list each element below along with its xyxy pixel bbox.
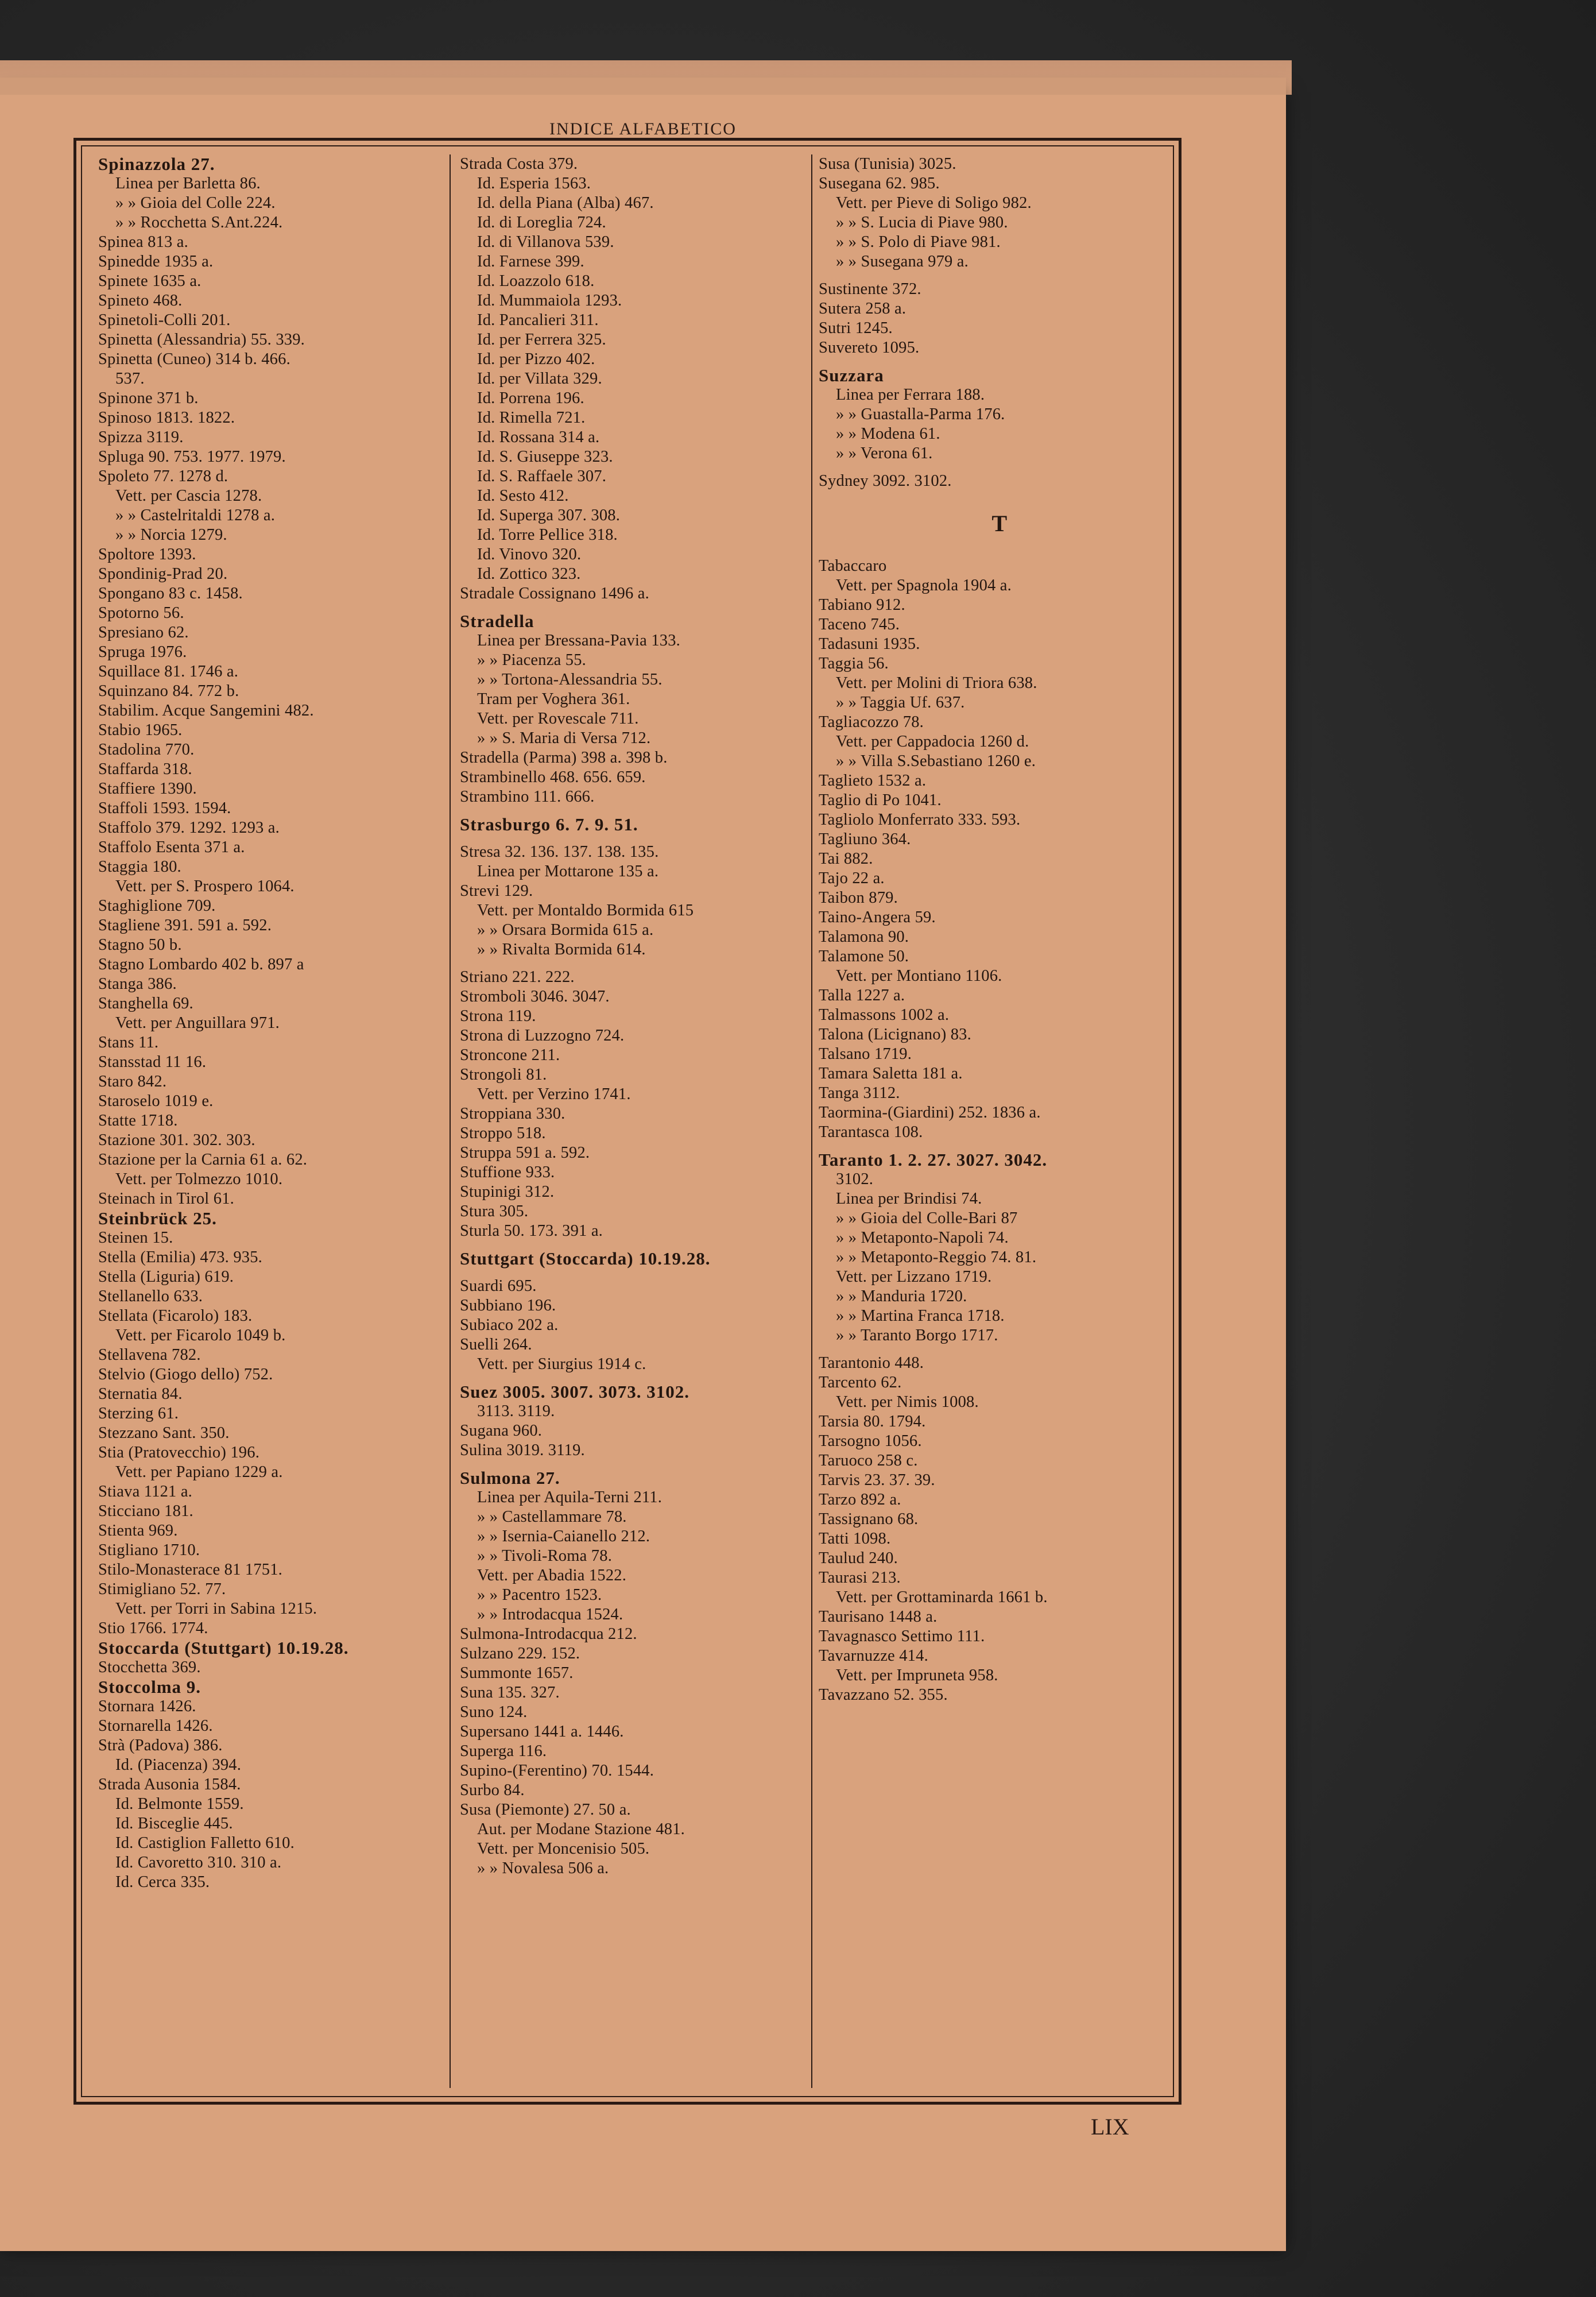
index-entry: Tanga 3112.: [819, 1084, 900, 1102]
index-entry: Taggia 56.: [819, 655, 889, 672]
index-entry: Spinea 813 a.: [98, 233, 188, 251]
index-entry: Vett. per Nimis 1008.: [836, 1393, 979, 1411]
index-entry: » » Verona 61.: [836, 444, 933, 462]
index-entry: Id. di Villanova 539.: [477, 233, 614, 251]
index-entry: Stornara 1426.: [98, 1697, 196, 1715]
index-entry: Talamone 50.: [819, 948, 909, 965]
index-entry: Stienta 969.: [98, 1522, 178, 1540]
index-entry: » » Modena 61.: [836, 425, 940, 443]
index-entry: Id. per Villata 329.: [477, 370, 602, 388]
index-entry: Stagno Lombardo 402 b. 897 a: [98, 956, 304, 973]
index-entry: Stagliene 391. 591 a. 592.: [98, 917, 272, 934]
index-entry: Suelli 264.: [460, 1336, 532, 1354]
index-entry: 3102.: [836, 1170, 874, 1188]
index-entry: Stellavena 782.: [98, 1346, 201, 1364]
index-entry: » » Gioia del Colle 224.: [115, 194, 276, 212]
index-entry: Taglieto 1532 a.: [819, 772, 927, 790]
index-entry: Id. di Loreglia 724.: [477, 214, 606, 231]
index-entry: Id. per Pizzo 402.: [477, 350, 595, 368]
index-entry: Vett. per Torri in Sabina 1215.: [115, 1600, 317, 1618]
index-entry: » » Metaponto-Reggio 74. 81.: [836, 1248, 1037, 1266]
index-entry: Struppa 591 a. 592.: [460, 1144, 590, 1162]
index-entry: Vett. per Lizzano 1719.: [836, 1268, 992, 1286]
index-entry: Id. Castiglion Falletto 610.: [115, 1834, 295, 1852]
index-entry: Taino-Angera 59.: [819, 908, 936, 926]
index-entry: Stuttgart (Stoccarda) 10.19.28.: [460, 1248, 711, 1269]
index-entry: 3113. 3119.: [477, 1402, 555, 1420]
index-entry: Stroppo 518.: [460, 1124, 546, 1142]
index-entry: Id. Vinovo 320.: [477, 546, 582, 563]
index-entry: Spinedde 1935 a.: [98, 253, 214, 270]
index-entry: Supersano 1441 a. 1446.: [460, 1723, 624, 1741]
index-entry: Strada Ausonia 1584.: [98, 1776, 241, 1793]
index-entry: Sulmona-Introdacqua 212.: [460, 1625, 637, 1643]
index-entry: Susegana 62. 985.: [819, 175, 940, 192]
index-entry: Subbiano 196.: [460, 1297, 556, 1314]
index-entry: » » Rocchetta S.Ant.224.: [115, 214, 283, 231]
page-header-title: INDICE ALFABETICO: [549, 119, 737, 138]
index-frame: [73, 138, 1181, 2105]
index-entry: Strona di Luzzogno 724.: [460, 1027, 625, 1045]
index-entry: Stromboli 3046. 3047.: [460, 988, 610, 1006]
index-entry: » » Piacenza 55.: [477, 651, 586, 669]
index-entry: Sterzing 61.: [98, 1405, 179, 1422]
index-entry: Stradale Cossignano 1496 a.: [460, 585, 649, 602]
index-entry: Susa (Tunisia) 3025.: [819, 155, 956, 173]
index-entry: Stans 11.: [98, 1034, 159, 1051]
index-entry: Stabilim. Acque Sangemini 482.: [98, 702, 314, 720]
index-entry: Id. Rimella 721.: [477, 409, 586, 427]
index-entry: Vett. per Cappadocia 1260 d.: [836, 733, 1029, 751]
index-entry: Sydney 3092. 3102.: [819, 472, 952, 490]
index-column-1: [98, 154, 437, 2090]
index-entry: Spoleto 77. 1278 d.: [98, 467, 228, 485]
index-entry: Id. S. Raffaele 307.: [477, 467, 607, 485]
index-entry: Tamara Saletta 181 a.: [819, 1065, 963, 1082]
index-entry: Stura 305.: [460, 1202, 529, 1220]
index-entry: Vett. per Verzino 1741.: [477, 1085, 631, 1103]
index-entry: Sturla 50. 173. 391 a.: [460, 1222, 603, 1240]
index-entry: Id. Loazzolo 618.: [477, 272, 595, 290]
index-entry: » » Orsara Bormida 615 a.: [477, 921, 654, 939]
index-entry: Staffolo 379. 1292. 1293 a.: [98, 819, 280, 837]
index-entry: Id. Farnese 399.: [477, 253, 584, 270]
index-entry: Tarsia 80. 1794.: [819, 1413, 926, 1430]
index-entry: Talsano 1719.: [819, 1045, 912, 1063]
index-entry: Suez 3005. 3007. 3073. 3102.: [460, 1382, 689, 1402]
index-entry: Tarzo 892 a.: [819, 1491, 901, 1509]
index-entry: Staffiere 1390.: [98, 780, 197, 798]
index-entry: Steinbrück 25.: [98, 1208, 217, 1228]
index-entry: » » Tortona-Alessandria 55.: [477, 671, 663, 689]
index-entry: Staro 842.: [98, 1073, 167, 1091]
index-entry: Taceno 745.: [819, 616, 900, 633]
index-entry: Stradella (Parma) 398 a. 398 b.: [460, 749, 668, 767]
index-entry: Taulud 240.: [819, 1549, 898, 1567]
index-entry: Stuffione 933.: [460, 1163, 555, 1181]
page-edge-inner: [0, 78, 1286, 95]
index-entry: Suno 124.: [460, 1703, 528, 1721]
index-entry: Linea per Ferrara 188.: [836, 386, 985, 404]
index-entry: Striano 221. 222.: [460, 968, 575, 986]
index-entry: Tabaccaro: [819, 557, 887, 575]
index-entry: Spruga 1976.: [98, 643, 187, 661]
index-entry: Aut. per Modane Stazione 481.: [477, 1820, 685, 1838]
index-entry: Id. Esperia 1563.: [477, 175, 591, 192]
index-entry: Stella (Emilia) 473. 935.: [98, 1248, 262, 1266]
index-entry: Tavazzano 52. 355.: [819, 1686, 948, 1704]
index-entry: Strambino 111. 666.: [460, 788, 595, 806]
index-entry: Id. Cerca 335.: [115, 1873, 210, 1891]
index-entry: Tagliolo Monferrato 333. 593.: [819, 811, 1021, 829]
index-entry: Spizza 3119.: [98, 428, 184, 446]
index-entry: Suna 135. 327.: [460, 1684, 560, 1702]
index-entry: » » Castellammare 78.: [477, 1508, 627, 1526]
index-entry: » » Tivoli-Roma 78.: [477, 1547, 613, 1565]
index-entry: Id. (Piacenza) 394.: [115, 1756, 242, 1774]
index-entry: Linea per Aquila-Terni 211.: [477, 1488, 663, 1506]
index-entry: Id. Rossana 314 a.: [477, 428, 600, 446]
index-entry: Spoltore 1393.: [98, 546, 196, 563]
index-entry: Sustinente 372.: [819, 280, 921, 298]
index-entry: Vett. per Montaldo Bormida 615: [477, 902, 694, 919]
index-entry: Sticciano 181.: [98, 1502, 193, 1520]
index-entry: Taibon 879.: [819, 889, 898, 907]
index-entry: Tadasuni 1935.: [819, 635, 920, 653]
index-entry: Stupinigi 312.: [460, 1183, 555, 1201]
index-entry: Spotorno 56.: [98, 604, 184, 622]
index-entry: Linea per Brindisi 74.: [836, 1190, 982, 1208]
index-entry: Strà (Padova) 386.: [98, 1737, 223, 1754]
index-entry: Vett. per Siurgius 1914 c.: [477, 1355, 646, 1373]
index-entry: Vett. per Ficarolo 1049 b.: [115, 1327, 286, 1344]
index-entry: Linea per Barletta 86.: [115, 175, 261, 192]
index-entry: Vett. per Moncenisio 505.: [477, 1840, 650, 1858]
index-entry: Id. Torre Pellice 318.: [477, 526, 618, 544]
index-entry: Vett. per Molini di Triora 638.: [836, 674, 1037, 692]
index-entry: Id. Bisceglie 445.: [115, 1815, 233, 1832]
index-entry: Stellata (Ficarolo) 183.: [98, 1307, 253, 1325]
index-entry: Stezzano Sant. 350.: [98, 1424, 230, 1442]
index-entry: Spinone 371 b.: [98, 389, 199, 407]
index-entry: Tarvis 23. 37. 39.: [819, 1471, 935, 1489]
index-entry: Tajo 22 a.: [819, 869, 885, 887]
index-entry: Staffolo Esenta 371 a.: [98, 838, 245, 856]
index-entry: Summonte 1657.: [460, 1664, 574, 1682]
index-entry: Stroppiana 330.: [460, 1105, 565, 1123]
index-entry: Stazione 301. 302. 303.: [98, 1131, 255, 1149]
index-entry: Spinetta (Cuneo) 314 b. 466.: [98, 350, 290, 368]
index-entry: Vett. per Montiano 1106.: [836, 967, 1002, 985]
index-entry: Strambinello 468. 656. 659.: [460, 768, 646, 786]
index-entry: Id. Pancalieri 311.: [477, 311, 599, 329]
index-entry: » » S. Polo di Piave 981.: [836, 233, 1001, 251]
index-entry: Sulina 3019. 3119.: [460, 1441, 585, 1459]
index-entry: » » Villa S.Sebastiano 1260 e.: [836, 752, 1036, 770]
index-entry: Sutera 258 a.: [819, 300, 907, 318]
index-entry: Vett. per Abadia 1522.: [477, 1567, 627, 1584]
index-entry: Linea per Mottarone 135 a.: [477, 863, 659, 880]
index-entry: » » Isernia-Caianello 212.: [477, 1528, 650, 1545]
index-entry: Steinen 15.: [98, 1229, 173, 1247]
index-entry: Staghiglione 709.: [98, 897, 216, 915]
index-entry: Stiava 1121 a.: [98, 1483, 193, 1501]
index-entry: Squinzano 84. 772 b.: [98, 682, 239, 700]
index-entry: Sternatia 84.: [98, 1385, 183, 1403]
index-entry: Vett. per Anguillara 971.: [115, 1014, 280, 1032]
index-entry: Spinoso 1813. 1822.: [98, 409, 235, 427]
index-entry: Spresiano 62.: [98, 624, 189, 641]
column-divider: [450, 154, 451, 2088]
index-entry: Suardi 695.: [460, 1277, 537, 1295]
index-entry: Vett. per Grottaminarda 1661 b.: [836, 1588, 1048, 1606]
index-entry: Steinach in Tirol 61.: [98, 1190, 234, 1208]
index-entry: Suvereto 1095.: [819, 339, 920, 357]
index-entry: » » Martina Franca 1718.: [836, 1307, 1005, 1325]
index-entry: Stabio 1965.: [98, 721, 183, 739]
index-entry: Talona (Licignano) 83.: [819, 1026, 971, 1043]
index-entry: Id. Cavoretto 310. 310 a.: [115, 1854, 282, 1871]
index-entry: Stazione per la Carnia 61 a. 62.: [98, 1151, 308, 1169]
index-entry: Vett. per Pieve di Soligo 982.: [836, 194, 1032, 212]
index-entry: » » S. Lucia di Piave 980.: [836, 214, 1008, 231]
index-entry: Strevi 129.: [460, 882, 533, 900]
index-entry: » » Introdacqua 1524.: [477, 1606, 623, 1623]
index-entry: Spongano 83 c. 1458.: [98, 585, 243, 602]
index-entry: Stilo-Monasterace 81 1751.: [98, 1561, 283, 1579]
index-entry: Sutri 1245.: [819, 319, 893, 337]
index-entry: Tai 882.: [819, 850, 873, 868]
index-entry: Taruoco 258 c.: [819, 1452, 918, 1470]
index-entry: Spinete 1635 a.: [98, 272, 202, 290]
index-entry: Id. Mummaiola 1293.: [477, 292, 622, 310]
index-entry: Id. Sesto 412.: [477, 487, 569, 505]
index-entry: » » Gioia del Colle-Bari 87: [836, 1209, 1018, 1227]
index-entry: Strongoli 81.: [460, 1066, 547, 1084]
index-entry: Stanghella 69.: [98, 995, 193, 1012]
index-entry: Vett. per Tolmezzo 1010.: [115, 1170, 283, 1188]
index-column-2: [460, 154, 804, 2090]
index-entry: Stellanello 633.: [98, 1287, 203, 1305]
index-entry: Staffarda 318.: [98, 760, 192, 778]
index-entry: Spineto 468.: [98, 292, 183, 310]
index-entry: Tagliuno 364.: [819, 830, 911, 848]
index-entry: Taormina-(Giardini) 252. 1836 a.: [819, 1104, 1041, 1122]
index-entry: » » Pacentro 1523.: [477, 1586, 602, 1604]
index-entry: Id. per Ferrera 325.: [477, 331, 606, 349]
index-entry: Tarantasca 108.: [819, 1123, 923, 1141]
index-entry: Staroselo 1019 e.: [98, 1092, 214, 1110]
index-entry: » » Castelritaldi 1278 a.: [115, 506, 276, 524]
index-entry: Strasburgo 6. 7. 9. 51.: [460, 814, 638, 834]
index-entry: Statte 1718.: [98, 1112, 178, 1130]
index-entry: Surbo 84.: [460, 1781, 525, 1799]
index-entry: Tavarnuzze 414.: [819, 1647, 928, 1665]
index-entry: » » Guastalla-Parma 176.: [836, 405, 1005, 423]
index-entry: Tarsogno 1056.: [819, 1432, 922, 1450]
index-entry: Taglio di Po 1041.: [819, 791, 942, 809]
index-entry: Id. Porrena 196.: [477, 389, 584, 407]
index-entry: Tatti 1098.: [819, 1530, 891, 1548]
index-entry: Vett. per Papiano 1229 a.: [115, 1463, 283, 1481]
index-entry: » » Manduria 1720.: [836, 1287, 967, 1305]
column-divider: [811, 154, 812, 2088]
index-entry: » » S. Maria di Versa 712.: [477, 729, 651, 747]
index-entry: Stimigliano 52. 77.: [98, 1580, 226, 1598]
index-entry: Id. Superga 307. 308.: [477, 506, 621, 524]
index-entry: Staffoli 1593. 1594.: [98, 799, 231, 817]
index-entry: Sugana 960.: [460, 1422, 543, 1440]
index-entry: Stagno 50 b.: [98, 936, 182, 954]
index-entry: Taurasi 213.: [819, 1569, 901, 1587]
index-entry: Tagliacozzo 78.: [819, 713, 924, 731]
index-entry: Stio 1766. 1774.: [98, 1619, 208, 1637]
index-entry: Id. Zottico 323.: [477, 565, 581, 583]
index-entry: Vett. per Impruneta 958.: [836, 1666, 998, 1684]
index-entry: Tarcento 62.: [819, 1374, 902, 1391]
index-entry: Spinetoli-Colli 201.: [98, 311, 231, 329]
index-entry: Linea per Bressana-Pavia 133.: [477, 632, 681, 649]
index-entry: Stansstad 11 16.: [98, 1053, 207, 1071]
index-entry: Superga 116.: [460, 1742, 547, 1760]
index-entry: » » Taranto Borgo 1717.: [836, 1327, 998, 1344]
index-entry: Taranto 1. 2. 27. 3027. 3042.: [819, 1150, 1048, 1170]
index-entry: » » Susegana 979 a.: [836, 253, 969, 270]
index-entry: Spluga 90. 753. 1977. 1979.: [98, 448, 286, 466]
index-entry: Stanga 386.: [98, 975, 177, 993]
index-entry: Stelvio (Giogo dello) 752.: [98, 1366, 273, 1383]
index-entry: Stradella: [460, 611, 534, 631]
index-entry: Strada Costa 379.: [460, 155, 578, 173]
index-entry: Vett. per Rovescale 711.: [477, 710, 639, 728]
index-entry: » » Novalesa 506 a.: [477, 1859, 609, 1877]
index-entry: Tavagnasco Settimo 111.: [819, 1627, 985, 1645]
index-entry: Tabiano 912.: [819, 596, 905, 614]
index-entry: Sulmona 27.: [460, 1468, 560, 1488]
index-entry: Supino-(Ferentino) 70. 1544.: [460, 1762, 654, 1780]
page-number: LIX: [1091, 2114, 1129, 2140]
index-entry: Vett. per Spagnola 1904 a.: [836, 577, 1012, 594]
index-entry: Subiaco 202 a.: [460, 1316, 559, 1334]
index-entry: Tram per Voghera 361.: [477, 690, 630, 708]
index-entry: Talamona 90.: [819, 928, 909, 946]
index-entry: Stigliano 1710.: [98, 1541, 200, 1559]
index-entry: Stornarella 1426.: [98, 1717, 213, 1735]
index-entry: Susa (Piemonte) 27. 50 a.: [460, 1801, 631, 1819]
index-entry: Talmassons 1002 a.: [819, 1006, 950, 1024]
index-entry: Strona 119.: [460, 1007, 536, 1025]
index-entry: Id. Belmonte 1559.: [115, 1795, 244, 1813]
index-entry: Spondinig-Prad 20.: [98, 565, 228, 583]
index-entry: Sulzano 229. 152.: [460, 1645, 580, 1662]
index-entry: T: [991, 511, 1008, 536]
index-entry: Vett. per Cascia 1278.: [115, 487, 262, 505]
index-entry: Id. della Piana (Alba) 467.: [477, 194, 654, 212]
index-entry: Vett. per S. Prospero 1064.: [115, 877, 295, 895]
index-frame-inner: [81, 145, 1174, 2097]
index-entry: Stoccolma 9.: [98, 1677, 202, 1697]
index-entry: » » Rivalta Bormida 614.: [477, 941, 646, 958]
index-entry: Stroncone 211.: [460, 1046, 560, 1064]
index-entry: Stresa 32. 136. 137. 138. 135.: [460, 843, 659, 861]
index-entry: » » Metaponto-Napoli 74.: [836, 1229, 1009, 1247]
index-entry: Taurisano 1448 a.: [819, 1608, 938, 1626]
index-entry: Stella (Liguria) 619.: [98, 1268, 234, 1286]
index-entry: Suzzara: [819, 365, 884, 385]
index-entry: Stia (Pratovecchio) 196.: [98, 1444, 260, 1461]
index-entry: » » Norcia 1279.: [115, 526, 227, 544]
index-entry: Talla 1227 a.: [819, 987, 905, 1004]
index-entry: Stadolina 770.: [98, 741, 195, 759]
index-entry: Spinazzola 27.: [98, 154, 215, 174]
index-entry: Stoccarda (Stuttgart) 10.19.28.: [98, 1638, 349, 1658]
index-entry: Tarantonio 448.: [819, 1354, 924, 1372]
index-entry: Staggia 180.: [98, 858, 181, 876]
index-entry: Spinetta (Alessandria) 55. 339.: [98, 331, 305, 349]
index-entry: Id. S. Giuseppe 323.: [477, 448, 613, 466]
index-entry: Tassignano 68.: [819, 1510, 919, 1528]
index-entry: 537.: [115, 370, 145, 388]
index-entry: Squillace 81. 1746 a.: [98, 663, 239, 680]
index-entry: » » Taggia Uf. 637.: [836, 694, 965, 711]
index-column-3: [819, 154, 1180, 2090]
index-entry: Stocchetta 369.: [98, 1658, 201, 1676]
